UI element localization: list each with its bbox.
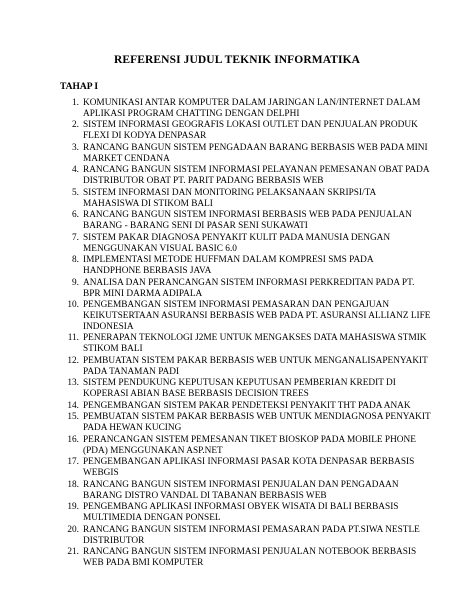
list-item: [0, 233, 474, 255]
list-item-text: RANCANG BANGUN SISTEM INFORMASI PEMASARAN PADA PT.SIWA NESTLE DISTRIBUTOR: [83, 524, 420, 546]
list-item: [0, 165, 474, 187]
list-item-number: 3.: [72, 142, 79, 153]
list-item-text: SISTEM PAKAR DIAGNOSA PENYAKIT KULIT PADA MANUSIA DENGAN MENGGUNAKAN VISUAL BASIC 6.0: [83, 232, 391, 254]
topic-list: [0, 98, 474, 570]
list-item-number: 20.: [67, 524, 79, 535]
list-item-text: IMPLEMENTASI METODE HUFFMAN DALAM KOMPRESI SMS PADA HANDPHONE BERBASIS JAVA: [83, 255, 374, 277]
list-item-text: RANCANG BANGUN SISTEM PENGADAAN BARANG BERBASIS WEB PADA MINI MARKET CENDANA: [83, 142, 428, 164]
list-item-number: 12.: [67, 355, 79, 366]
list-item-text: RANCANG BANGUN SISTEM INFORMASI PELAYANAN PEMESANAN OBAT PADA DISTRIBUTOR OBAT PT. PARIT PADANG BERBASIS WEB: [83, 165, 430, 187]
list-item-number: 5.: [72, 187, 79, 198]
list-item-number: 8.: [72, 255, 79, 266]
list-item-number: 1.: [72, 98, 79, 108]
list-item: [0, 435, 474, 457]
list-item-text: PENERAPAN TEKNOLOGI J2ME UNTUK MENGAKSES DATA MAHASISWA STMIK STIKOM BALI: [83, 333, 427, 355]
list-item: [0, 188, 474, 210]
list-item: [0, 333, 474, 355]
list-item-number: 13.: [67, 378, 79, 389]
list-item: [0, 143, 474, 165]
list-item-number: 21.: [67, 547, 79, 558]
list-item-number: 11.: [67, 333, 79, 344]
list-item-number: 19.: [67, 502, 79, 513]
list-item: [0, 378, 474, 400]
list-item: [0, 98, 474, 120]
list-item-text: PEMBUATAN SISTEM PAKAR BERBASIS WEB UNTUK MENGANALISAPENYAKIT PADA TANAMAN PADI: [83, 355, 428, 377]
list-item: [0, 547, 474, 569]
list-item-number: 14.: [67, 400, 79, 411]
list-item-number: 7.: [72, 232, 79, 243]
list-item-number: 4.: [72, 165, 79, 176]
list-item-text: RANCANG BANGUN SISTEM INFORMASI PENJUALAN DAN PENGADAAN BARANG DISTRO VANDAL DI TABANAN BERBASIS WEB: [83, 479, 399, 501]
list-item-text: SISTEM PENDUKUNG KEPUTUSAN KEPUTUSAN PEMBERIAN KREDIT DI KOPERASI ABIAN BASE BERBASIS DECISION TREES: [83, 378, 396, 400]
list-item-number: 17.: [67, 457, 79, 468]
list-item-text: PENGEMBANG APLIKASI INFORMASI OBYEK WISATA DI BALI BERBASIS MULTIMEDIA DENGAN PONSEL: [83, 502, 399, 524]
list-item-text: PENGEMBANGAN APLIKASI INFORMASI PASAR KOTA DENPASAR BERBASIS WEBGIS: [83, 457, 415, 479]
list-item-text: KOMUNIKASI ANTAR KOMPUTER DALAM JARINGAN LAN/INTERNET DALAM APLIKASI PROGRAM CHATTING DENGAN DELPHI: [83, 98, 421, 119]
list-item: [0, 480, 474, 502]
document-title: REFERENSI JUDUL TEKNIK INFORMATIKA: [113, 54, 361, 66]
list-item-text: PEMBUATAN SISTEM PAKAR BERBASIS WEB UNTUK MENDIAGNOSA PENYAKIT PADA HEWAN KUCING: [83, 412, 431, 434]
list-item-number: 18.: [67, 479, 79, 490]
list-item-text: PERANCANGAN SISTEM PEMESANAN TIKET BIOSKOP PADA MOBILE PHONE (PDA) MENGGUNAKAN ASP.NET: [83, 434, 416, 456]
list-item: [0, 401, 474, 412]
list-item-number: 10.: [67, 300, 79, 311]
list-item-text: RANCANG BANGUN SISTEM INFORMASI BERBASIS WEB PADA PENJUALAN BARANG - BARANG SENI DI PASAR SENI SUKAWATI: [83, 210, 412, 232]
list-item-text: PENGEMBANGAN SISTEM INFORMASI PEMASARAN DAN PENGAJUAN KEIKUTSERTAAN ASURANSI BERBASIS WEB PADA PT. ASURANSI ALLIANZ LIFE INDONESIA: [83, 300, 431, 332]
list-item: [0, 278, 474, 300]
list-item: [0, 525, 474, 547]
list-item: [0, 457, 474, 479]
list-item: [0, 502, 474, 524]
list-item-number: 2.: [72, 120, 79, 131]
list-item-number: 9.: [72, 277, 79, 288]
list-item-text: SISTEM INFORMASI DAN MONITORING PELAKSANAAN SKRIPSI/TA MAHASISWA DI STIKOM BALI: [83, 187, 376, 209]
list-item-text: RANCANG BANGUN SISTEM INFORMASI PENJUALAN NOTEBOOK BERBASIS WEB PADA BMI KOMPUTER: [83, 547, 417, 569]
list-item: [0, 356, 474, 378]
list-item-number: 16.: [67, 434, 79, 445]
list-item-number: 15.: [67, 412, 79, 423]
section-heading: TAHAP I: [60, 82, 99, 92]
list-item: [0, 412, 474, 434]
list-item: [0, 120, 474, 142]
list-item: [0, 300, 474, 333]
list-item-text: PENGEMBANGAN SISTEM PAKAR PENDETEKSI PENYAKIT THT PADA ANAK: [83, 400, 411, 411]
list-item: [0, 210, 474, 232]
list-item: [0, 255, 474, 277]
list-item-text: SISTEM INFORMASI GEOGRAFIS LOKASI OUTLET DAN PENJUALAN PRODUK FLEXI DI KODYA DENPASAR: [83, 120, 418, 142]
list-item-number: 6.: [72, 210, 79, 221]
list-item-text: ANALISA DAN PERANCANGAN SISTEM INFORMASI PERKREDITAN PADA PT. BPR MINI DARMA ADIPALA: [83, 277, 415, 299]
